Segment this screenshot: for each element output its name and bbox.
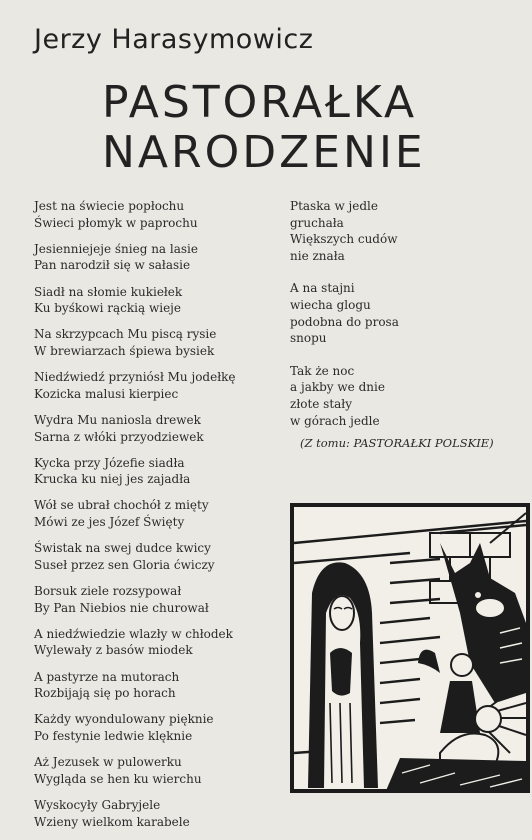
poem-line: Borsuk ziele rozsypował xyxy=(34,584,182,599)
left-stanza xyxy=(34,711,284,744)
poem-line: Tak że noc xyxy=(290,363,355,378)
poem-line: Niedźwiedź przyniósł Mu jodełkę xyxy=(34,370,236,385)
poem-line: Świeci płomyk w paprochu xyxy=(34,215,198,230)
poem-line: By Pan Niebios nie churował xyxy=(34,600,209,615)
right-stanza xyxy=(290,280,530,346)
poem-line: Mówi ze jes Józef Święty xyxy=(34,515,185,530)
poem-line: Świstak na swej dudce kwicy xyxy=(34,541,211,556)
poem-line: Aż Jezusek w pulowerku xyxy=(34,755,182,770)
poem-line: Na skrzypcach Mu piscą rysie xyxy=(34,327,217,342)
poem-line: A na stajni xyxy=(290,281,355,296)
poem-line: Każdy wyondulowany pięknie xyxy=(34,712,214,727)
poem-line: Kycka przy Józefie siadła xyxy=(34,455,185,470)
poem-line: Jest na świecie popłochu xyxy=(34,199,185,213)
poem-line: nie znała xyxy=(290,248,345,263)
poem-line: Większych cudów xyxy=(290,232,398,247)
left-stanza xyxy=(34,198,284,231)
poem-line: Po festynie ledwie klęknie xyxy=(34,728,193,743)
nativity-woodcut xyxy=(290,503,530,793)
poem-line: podobna do prosa xyxy=(290,314,399,329)
poem-line: Ptaska w jedle xyxy=(290,199,378,213)
poem-line: a jakby we dnie xyxy=(290,380,385,395)
poem-line: Ku byśkowi rąckią wieje xyxy=(34,301,182,316)
left-stanza xyxy=(34,369,284,402)
poem-column-left xyxy=(34,198,284,840)
poem-line: Siadł na słomie kukiełek xyxy=(34,284,183,299)
poem-line: W brewiarzach śpiewa bysiek xyxy=(34,343,215,358)
left-stanza xyxy=(34,583,284,616)
poem-line: Wół se ubrał chochół z mięty xyxy=(34,498,209,513)
poem-line: Wylewały z basów miodek xyxy=(34,643,193,658)
left-stanza xyxy=(34,669,284,702)
poem-title xyxy=(102,78,522,178)
poem-line: Wygląda se hen ku wierchu xyxy=(34,771,202,786)
poem-line: Wyskocyły Gabryjele xyxy=(34,797,161,812)
poem-line: Wydra Mu naniosla drewek xyxy=(34,412,201,427)
poem-line: snopu xyxy=(290,331,327,346)
left-stanza xyxy=(34,754,284,787)
poem-line: Pan narodził się w sałasie xyxy=(34,258,191,273)
left-stanza xyxy=(34,797,284,830)
left-stanza xyxy=(34,497,284,530)
poem-line: złote stały xyxy=(290,396,352,411)
left-stanza xyxy=(34,412,284,445)
poem-line: Sarna z włóki przyodziewek xyxy=(34,429,204,444)
poem-line: Krucka ku niej jes zajadła xyxy=(34,472,191,487)
left-stanza xyxy=(34,626,284,659)
source-note: (Z tomu: PASTORAŁKI POLSKIE) xyxy=(300,436,494,450)
poem-line: Kozicka malusi kierpiec xyxy=(34,386,179,401)
poem-line: Jesienniejeje śnieg na lasie xyxy=(34,241,198,256)
poem-line: A niedźwiedzie wlazły w chłodek xyxy=(34,626,233,641)
poem-column-right xyxy=(290,198,530,445)
poem-line: w górach jedle xyxy=(290,413,380,428)
woodcut-illustration xyxy=(290,503,530,793)
left-stanza xyxy=(34,540,284,573)
title-line-2: NARODZENIE xyxy=(102,127,426,178)
poem-line: wiecha glogu xyxy=(290,297,371,312)
poem-line: Rozbijają się po horach xyxy=(34,686,176,701)
left-stanza xyxy=(34,326,284,359)
left-stanza xyxy=(34,241,284,274)
left-stanza xyxy=(34,284,284,317)
right-stanza xyxy=(290,363,530,429)
right-stanza xyxy=(290,198,530,264)
poem-line: Suseł przez sen Gloria ćwiczy xyxy=(34,557,215,572)
left-stanza xyxy=(34,455,284,488)
title-line-1: PASTORAŁKA xyxy=(102,77,418,128)
author-name: Jerzy Harasymowicz xyxy=(34,24,314,55)
poem-line: Wzieny wielkom karabele xyxy=(34,814,190,829)
poem-line: gruchała xyxy=(290,215,344,230)
poem-line: A pastyrze na mutorach xyxy=(34,669,180,684)
